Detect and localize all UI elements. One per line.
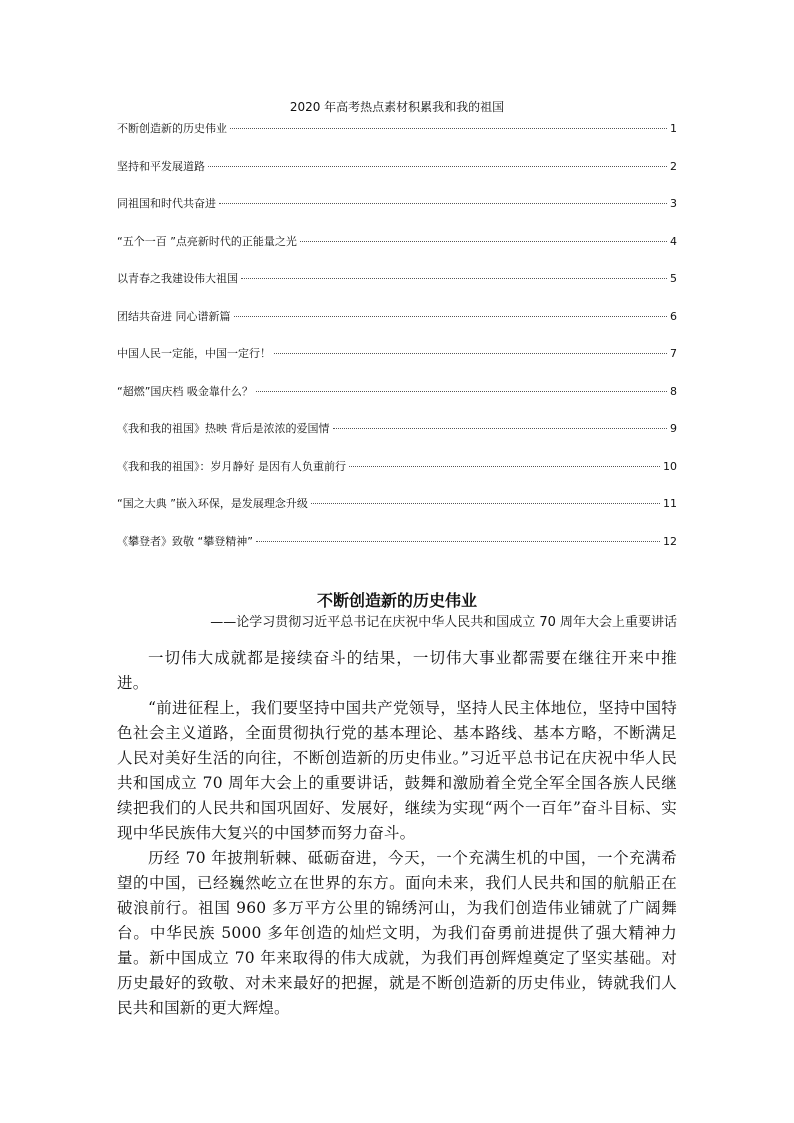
toc-entry-page: 1	[670, 122, 677, 135]
toc-entry[interactable]	[117, 271, 677, 309]
toc-leader-dots	[256, 391, 667, 392]
table-of-contents	[117, 121, 677, 571]
toc-entry-page: 10	[663, 459, 677, 473]
toc-entry[interactable]	[117, 384, 677, 422]
toc-entry[interactable]	[117, 159, 677, 197]
toc-entry-title: 《攀登者》致敬 “攀登精神”	[117, 534, 253, 548]
toc-entry-page: 5	[670, 272, 677, 285]
article-subtitle: ——论学习贯彻习近平总书记在庆祝中华人民共和国成立 70 周年大会上重要讲话	[210, 615, 677, 630]
toc-entry[interactable]	[117, 121, 677, 159]
article-title: 不断创造新的历史伟业	[316, 591, 477, 610]
toc-entry-title: 同祖国和时代共奋进	[117, 197, 216, 210]
toc-entry[interactable]	[117, 346, 677, 384]
toc-entry-page: 8	[670, 384, 677, 398]
toc-leader-dots	[256, 541, 660, 542]
toc-entry-page: 6	[670, 309, 677, 323]
toc-leader-dots	[333, 428, 668, 429]
toc-leader-dots	[208, 166, 667, 167]
toc-entry-title: 不断创造新的历史伟业	[117, 122, 227, 135]
toc-leader-dots	[300, 241, 667, 242]
toc-entry-page: 2	[670, 159, 677, 173]
toc-entry-page: 11	[663, 497, 677, 510]
toc-entry[interactable]	[117, 534, 677, 572]
toc-entry[interactable]	[117, 234, 677, 272]
toc-entry-title: “超燃”国庆档 吸金靠什么？	[117, 384, 253, 398]
toc-leader-dots	[349, 466, 660, 467]
toc-entry-title: 以青春之我建设伟大祖国	[117, 272, 238, 285]
toc-entry[interactable]	[117, 309, 677, 347]
toc-leader-dots	[219, 203, 667, 204]
toc-entry-page: 3	[670, 197, 677, 210]
toc-entry-title: 坚持和平发展道路	[117, 159, 205, 173]
toc-entry[interactable]	[117, 421, 677, 459]
toc-entry[interactable]	[117, 459, 677, 497]
toc-entry-title: 《我和我的祖国》：岁月静好 是因有人负重前行	[117, 459, 346, 473]
toc-title: 2020 年高考热点素材积累我和我的祖国	[289, 100, 505, 114]
article-body	[117, 646, 677, 1021]
toc-leader-dots	[230, 128, 667, 129]
toc-entry-title: 《我和我的祖国》热映 背后是浓浓的爱国情	[117, 422, 330, 435]
toc-entry-page: 7	[670, 347, 677, 360]
toc-leader-dots	[311, 503, 660, 504]
toc-entry[interactable]	[117, 496, 677, 534]
toc-entry-page: 12	[663, 534, 677, 548]
toc-entry[interactable]	[117, 196, 677, 234]
toc-leader-dots	[234, 316, 668, 317]
body-paragraph: “前进征程上，我们要坚持中国共产党领导，坚持人民主体地位，坚持中国特色社会主义道路，全面贯彻执行党的基本理论、基本路线、基本方略，不断满足人民对美好生活的向往，不断创造新的历史伟业。”习近平总书记在庆祝中华人民共和国成立 70 周年大会上的重要讲话，鼓舞和激励着全党全军全国各族人民继续把我们的人民共和国巩固好、发展好，继续为实现“两个一百年”奋斗目标、实现中华民族伟大复兴的中国梦而努力奋斗。	[117, 699, 677, 842]
toc-entry-title: “国之大典 ”嵌入环保，是发展理念升级	[117, 497, 308, 510]
body-paragraph: 历经 70 年披荆斩棘、砥砺奋进，今天，一个充满生机的中国，一个充满希望的中国，已经巍然屹立在世界的东方。面向未来，我们人民共和国的航船正在破浪前行。祖国 960 多万平方公里的锦绣河山，为我们创造伟业铺就了广阔舞台。中华民族 5000 多年创造的灿烂文明，为我们奋勇前进提供了强大精神力量。新中国成立 70 年来取得的伟大成就，为我们再创辉煌奠定了坚实基础。对历史最好的致敬、对未来最好的把握，就是不断创造新的历史伟业，铸就我们人民共和国新的更大辉煌。	[117, 849, 677, 1017]
toc-entry-title: 团结共奋进 同心谱新篇	[117, 309, 231, 323]
toc-entry-title: 中国人民一定能，中国一定行！	[117, 347, 271, 360]
toc-leader-dots	[274, 353, 667, 354]
toc-leader-dots	[241, 278, 667, 279]
body-paragraph: 一切伟大成就都是接续奋斗的结果，一切伟大事业都需要在继往开来中推进。	[117, 649, 677, 692]
toc-entry-page: 9	[670, 422, 677, 435]
toc-entry-title: “五个一百 ”点亮新时代的正能量之光	[117, 234, 297, 248]
toc-entry-page: 4	[670, 234, 677, 248]
